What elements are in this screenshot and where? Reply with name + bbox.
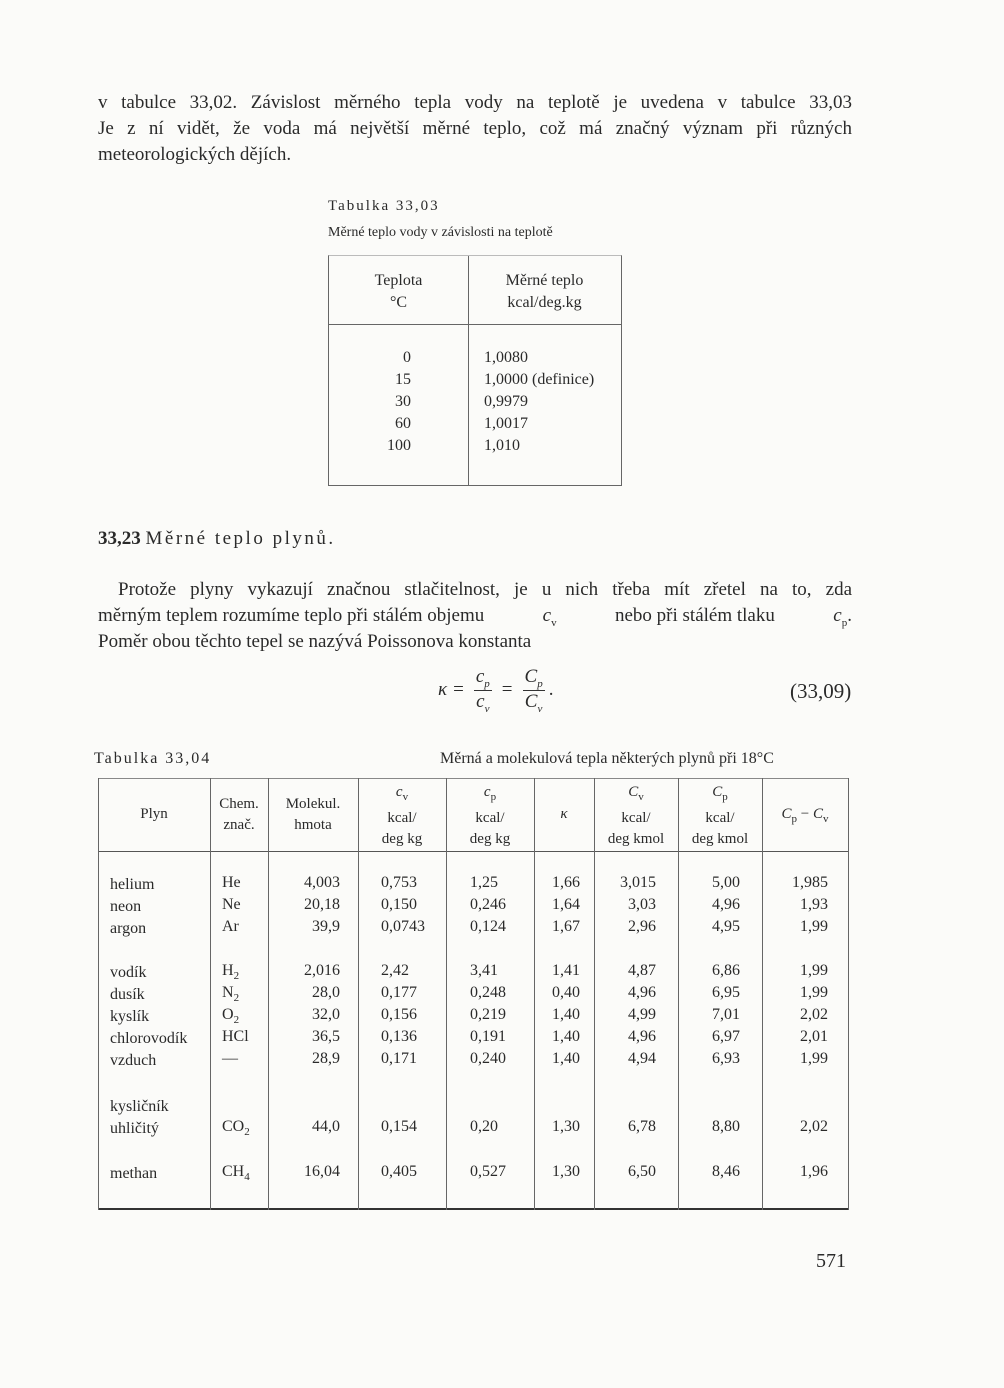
chem-symbol: $O_2$ (222, 1006, 240, 1027)
chem-symbol: $CH_4$ (222, 1163, 250, 1184)
table2-header-diff-symbol2: C (812, 806, 823, 822)
intro-line-1: v tabulce 33,02. Závislost měrného tepla vody na teplotě je uvedena v tabulce 33,03 (98, 92, 852, 113)
table2-header-kappa: κ (560, 806, 568, 822)
cell-cp: 0,124 (470, 918, 506, 935)
cell-cv: 0,171 (381, 1050, 417, 1067)
table2-header-cp-sub: p (490, 791, 497, 803)
cell-Cp: 8,46 (712, 1163, 740, 1180)
chem-subscript: 2 (233, 992, 240, 1005)
table2-header-chem-line1: Chem. (219, 796, 259, 812)
table2-header-Cv-symbol: C (628, 784, 639, 800)
cell-Cv: 3,015 (620, 874, 656, 891)
table1 (328, 255, 622, 486)
cell-Cp: 6,86 (712, 962, 740, 979)
table2-header-Cv-unit1: kcal/ (621, 810, 651, 826)
frac2-numerator: C (524, 666, 538, 687)
cell-mol: 28,9 (312, 1050, 340, 1067)
table2-header-Cp-unit2: deg kmol (691, 831, 749, 847)
table1-row-heat: 1,0080 (484, 349, 528, 366)
body-line-3: Poměr obou těchto tepel se nazývá Poissonova konstanta (98, 631, 532, 652)
cell-Cp: 5,00 (712, 874, 740, 891)
table2-header-mol-line2: hmota (294, 817, 332, 833)
table2-left-border (98, 778, 99, 1210)
chem-symbol: $H_2$ (222, 962, 240, 983)
cell-Cv: 4,99 (628, 1006, 656, 1023)
table2-header-Cp-symbol: C (712, 784, 723, 800)
cell-k: 0,40 (552, 984, 580, 1001)
frac1-numerator-sub: p (484, 677, 490, 690)
gas-name (110, 962, 146, 984)
cell-Cv: 4,96 (628, 984, 656, 1001)
table1-col1-header-line1: Teplota (374, 272, 423, 289)
table1-col2-header (468, 270, 621, 314)
table2-header-chem-line2: znač. (223, 817, 255, 833)
cell-Cp: 4,96 (712, 896, 740, 913)
cell-Cv: 6,78 (628, 1118, 656, 1135)
gas-name-line: chlorovodík (110, 1030, 188, 1047)
fraction-Cp-Cv (523, 666, 545, 715)
table1-col2-header-line2: kcal/deg.kg (507, 294, 582, 311)
equals-sign: = (501, 679, 513, 701)
cell-d: 1,99 (800, 962, 828, 979)
table2-header-mol-line1: Molekul. (285, 796, 341, 812)
cell-mol: 16,04 (304, 1163, 340, 1180)
gas-name (110, 896, 141, 918)
body-line-1: Protože plyny vykazují značnou stlačitelnost, je u nich třeba mít zřetel na to, zda (118, 579, 852, 600)
gas-name-line: argon (110, 920, 147, 937)
table2-divider (210, 778, 211, 1210)
frac1-denominator-sub: v (484, 702, 490, 715)
table2-header-cp-symbol: c (483, 784, 491, 800)
table2-label: Tabulka 33,04 (94, 750, 212, 767)
table2-header-chem (210, 794, 268, 836)
cell-cv: 0,405 (381, 1163, 417, 1180)
table1-row-heat: 1,0000 (definice) (484, 371, 595, 388)
cell-mol: 44,0 (312, 1118, 340, 1135)
gas-name (110, 874, 154, 896)
fraction-cp-cv (474, 666, 492, 715)
gas-name (110, 1163, 157, 1185)
table1-row-heat: 0,9979 (484, 393, 528, 410)
gas-name (110, 984, 145, 1006)
chem-symbol: Ne (222, 896, 241, 913)
cell-cp: 0,20 (470, 1118, 498, 1135)
body-line-2b: nebo při stálém tlaku (614, 605, 775, 626)
chem-subscript: 4 (244, 1171, 250, 1184)
table1-row-heat: 1,0017 (484, 415, 528, 432)
cell-cp: 0,191 (470, 1028, 506, 1045)
cell-k: 1,30 (552, 1118, 580, 1135)
table1-row-temp: 100 (387, 437, 411, 454)
table2-header-cv (358, 782, 446, 850)
gas-name-line: vodík (110, 964, 147, 981)
gas-name-line: helium (110, 876, 155, 893)
table1-col2-header-line1: Měrné teplo (505, 272, 584, 289)
frac1-denominator: c (476, 690, 485, 712)
gas-name (110, 918, 146, 940)
frac2-numerator-sub: p (537, 677, 543, 690)
table2-header-Cp-sub: p (722, 791, 728, 803)
table1-row-temp: 0 (403, 349, 411, 366)
table2-header-Cp-unit1: kcal/ (705, 810, 735, 826)
cell-cv: 0,0743 (381, 918, 425, 935)
cell-mol: 4,003 (304, 874, 340, 891)
table2-header-cv-sub: v (402, 791, 409, 803)
cell-k: 1,66 (552, 874, 580, 891)
gas-name (110, 1006, 149, 1028)
cell-k: 1,40 (552, 1050, 580, 1067)
chem-symbol: HCl (222, 1028, 249, 1045)
cell-cv: 0,156 (381, 1006, 417, 1023)
cell-Cv: 3,03 (628, 896, 656, 913)
cell-Cp: 6,93 (712, 1050, 740, 1067)
cell-k: 1,40 (552, 1006, 580, 1023)
cell-Cp: 4,95 (712, 918, 740, 935)
table1-row-heat: 1,010 (484, 437, 520, 454)
cell-Cp: 8,80 (712, 1118, 740, 1135)
cell-d: 2,02 (800, 1118, 828, 1135)
equation-dot: . (548, 679, 554, 701)
symbol-cp: $c_p$. (833, 605, 852, 629)
table1-col1-header-line2: °C (389, 294, 408, 311)
gas-name-line: methan (110, 1165, 158, 1182)
cell-cv: 0,136 (381, 1028, 417, 1045)
table2-header-diff-sub2: v (823, 813, 829, 825)
cell-Cv: 2,96 (628, 918, 656, 935)
cell-cv: 0,150 (381, 896, 417, 913)
cell-mol: 20,18 (304, 896, 340, 913)
cell-Cv: 4,96 (628, 1028, 656, 1045)
cell-cp: 3,41 (470, 962, 498, 979)
table2-header-diff-symbol1: C (781, 806, 792, 822)
chem-symbol: — (222, 1050, 238, 1067)
frac1-numerator: c (475, 666, 485, 687)
table2-header-cp (446, 782, 534, 850)
cell-cv: 0,753 (381, 874, 417, 891)
cell-Cv: 4,87 (628, 962, 656, 979)
table2-header-mol (268, 794, 358, 836)
equation-33-09 (438, 666, 553, 715)
chem-symbol: Ar (222, 918, 239, 935)
cell-mol: 2,016 (304, 962, 340, 979)
table2-header-cv-unit2: deg kg (381, 831, 423, 847)
cell-Cv: 6,50 (628, 1163, 656, 1180)
cell-k: 1,30 (552, 1163, 580, 1180)
cell-k: 1,40 (552, 1028, 580, 1045)
gas-name (110, 1028, 187, 1050)
cell-cv: 0,177 (381, 984, 417, 1001)
intro-line-3: meteorologických dějích. (98, 144, 292, 165)
table2-header-diff (762, 804, 848, 830)
cell-cp: 1,25 (470, 874, 498, 891)
table2 (98, 778, 848, 1210)
gas-name (110, 1050, 156, 1072)
cell-mol: 32,0 (312, 1006, 340, 1023)
cell-d: 1,99 (800, 1050, 828, 1067)
cell-cp: 0,219 (470, 1006, 506, 1023)
section-title: Měrné teplo plynů. (145, 528, 336, 549)
cell-k: 1,64 (552, 896, 580, 913)
cell-mol: 36,5 (312, 1028, 340, 1045)
equation-number: (33,09) (790, 679, 852, 703)
table2-header-cv-unit1: kcal/ (387, 810, 417, 826)
chem-symbol: $N_2$ (222, 984, 240, 1005)
table1-label: Tabulka 33,03 (328, 198, 440, 214)
cell-d: 1,93 (800, 896, 828, 913)
cell-k: 1,67 (552, 918, 580, 935)
cell-cp: 0,246 (470, 896, 506, 913)
chem-subscript: 2 (233, 1014, 240, 1027)
table2-header-Cv-sub: v (638, 791, 644, 803)
cell-cp: 0,248 (470, 984, 506, 1001)
gas-name-line: kyslík (110, 1008, 150, 1025)
cell-d: 1,99 (800, 984, 828, 1001)
chem-subscript: 2 (233, 970, 240, 983)
cell-d: 1,985 (792, 874, 828, 891)
cell-cv: 0,154 (381, 1118, 417, 1135)
cell-d: 2,01 (800, 1028, 828, 1045)
intro-line-2: Je z ní vidět, že voda má největší měrné teplo, což má značný význam při různých (98, 118, 852, 139)
table2-header-cp-unit2: deg kg (469, 831, 511, 847)
table1-row-temp: 15 (395, 371, 411, 388)
table2-header-Cv (594, 782, 678, 850)
table1-row-temp: 30 (395, 393, 411, 410)
cell-k: 1,41 (552, 962, 580, 979)
table2-header-Cp (678, 782, 762, 850)
kappa-symbol: κ (438, 679, 448, 701)
gas-name-line: neon (110, 898, 142, 915)
body-line-2a: měrným teplem rozumíme teplo při stálém objemu (98, 605, 485, 626)
table2-header-Cv-unit2: deg kmol (607, 831, 665, 847)
frac2-denominator-sub: v (537, 702, 543, 715)
section-number: 33,23 (98, 528, 141, 549)
equals-sign: = (453, 679, 464, 701)
table2-header-plyn: Plyn (140, 806, 168, 822)
cell-mol: 39,9 (312, 918, 340, 935)
cell-cv: 2,42 (381, 962, 409, 979)
table1-caption: Měrné teplo vody v závislosti na teplotě (328, 225, 553, 240)
gas-name-line: vzduch (110, 1052, 157, 1069)
cell-Cp: 6,97 (712, 1028, 740, 1045)
cell-cp: 0,240 (470, 1050, 506, 1067)
table2-right-border (848, 778, 849, 1210)
table2-header-diff-sub1: p (791, 813, 798, 825)
cell-d: 1,99 (800, 918, 828, 935)
symbol-cv: $c_v$ (542, 605, 557, 629)
chem-subscript: 2 (244, 1126, 250, 1139)
page-number: 571 (816, 1250, 846, 1272)
frac2-denominator: C (524, 690, 538, 712)
gas-name-line: dusík (110, 986, 145, 1003)
table2-header-cv-symbol: c (395, 784, 403, 800)
table1-row-temp: 60 (395, 415, 411, 432)
cell-mol: 28,0 (312, 984, 340, 1001)
table1-col1-header (329, 270, 468, 314)
gas-name (110, 1096, 169, 1140)
table2-caption: Měrná a molekulová tepla některých plynů při 18°C (440, 750, 774, 767)
cell-Cp: 7,01 (712, 1006, 740, 1023)
table2-header-diff-minus: − (800, 806, 810, 822)
gas-name-line: kysličník (110, 1098, 169, 1115)
cell-cp: 0,527 (470, 1163, 506, 1180)
cell-d: 1,96 (800, 1163, 828, 1180)
section-heading (98, 528, 336, 550)
chem-symbol: He (222, 874, 241, 891)
table2-header-cp-unit1: kcal/ (475, 810, 505, 826)
cell-d: 2,02 (800, 1006, 828, 1023)
cell-Cp: 6,95 (712, 984, 740, 1001)
chem-symbol: $CO_2$ (222, 1118, 250, 1139)
cell-Cv: 4,94 (628, 1050, 656, 1067)
gas-name-line: uhličitý (110, 1120, 159, 1137)
